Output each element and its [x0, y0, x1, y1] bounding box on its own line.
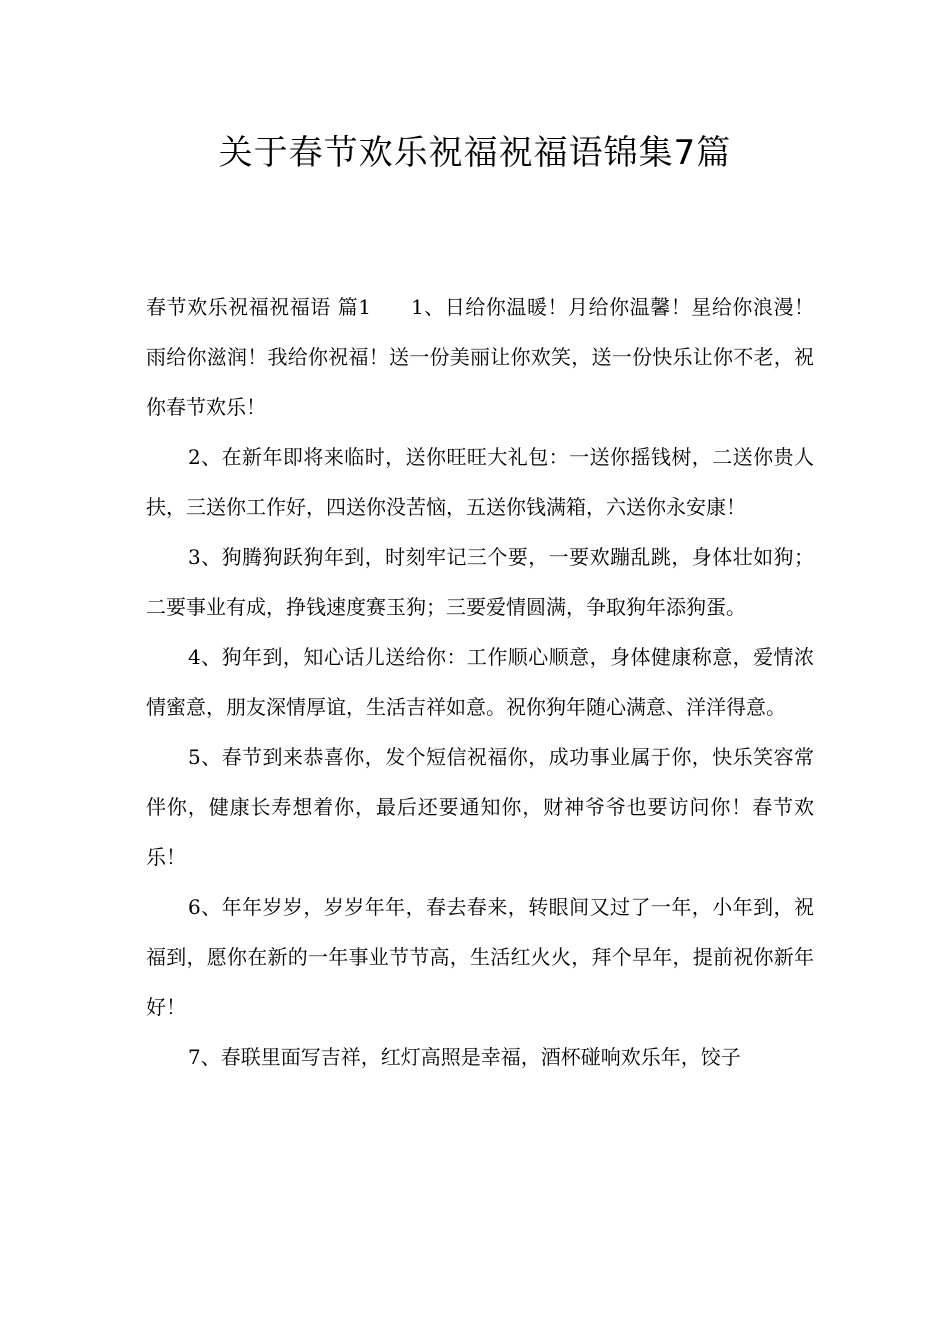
document-title: 关于春节欢乐祝福祝福语锦集7篇 [218, 133, 732, 173]
paragraph-3: 3、狗腾狗跃狗年到，时刻牢记三个要，一要欢蹦乱跳，身体壮如狗；二要事业有成，挣钱速度赛玉狗；三要爱情圆满，争取狗年添狗蛋。 [146, 545, 814, 619]
paragraph-1 [146, 282, 814, 432]
paragraph-7: 7、春联里面写吉祥，红灯高照是幸福，酒杯碰响欢乐年，饺子 [188, 1045, 741, 1069]
paragraph-2: 2、在新年即将来临时，送你旺旺大礼包：一送你摇钱树，二送你贵人扶，三送你工作好，四送你没苦恼，五送你钱满箱，六送你永安康！ [146, 445, 814, 519]
paragraph-5: 5、春节到来恭喜你，发个短信祝福你，成功事业属于你，快乐笑容常伴你，健康长寿想着你，最后还要通知你，财神爷爷也要访问你！春节欢乐！ [146, 745, 814, 869]
paragraph-1-text: 1、日给你温暖！月给你温馨！星给你浪漫！雨给你滋润！我给你祝福！送一份美丽让你欢笑，送一份快乐让你不老，祝你春节欢乐！ [146, 295, 814, 419]
document-body [146, 282, 814, 1082]
paragraph-6: 6、年年岁岁，岁岁年年，春去春来，转眼间又过了一年，小年到，祝福到，愿你在新的一年事业节节高，生活红火火，拜个早年，提前祝你新年好！ [146, 895, 814, 1019]
paragraph-4: 4、狗年到，知心话儿送给你：工作顺心顺意，身体健康称意，爱情浓情蜜意，朋友深情厚谊，生活吉祥如意。祝你狗年随心满意、洋洋得意。 [146, 645, 814, 719]
section-heading: 春节欢乐祝福祝福语 篇1 [146, 295, 372, 319]
